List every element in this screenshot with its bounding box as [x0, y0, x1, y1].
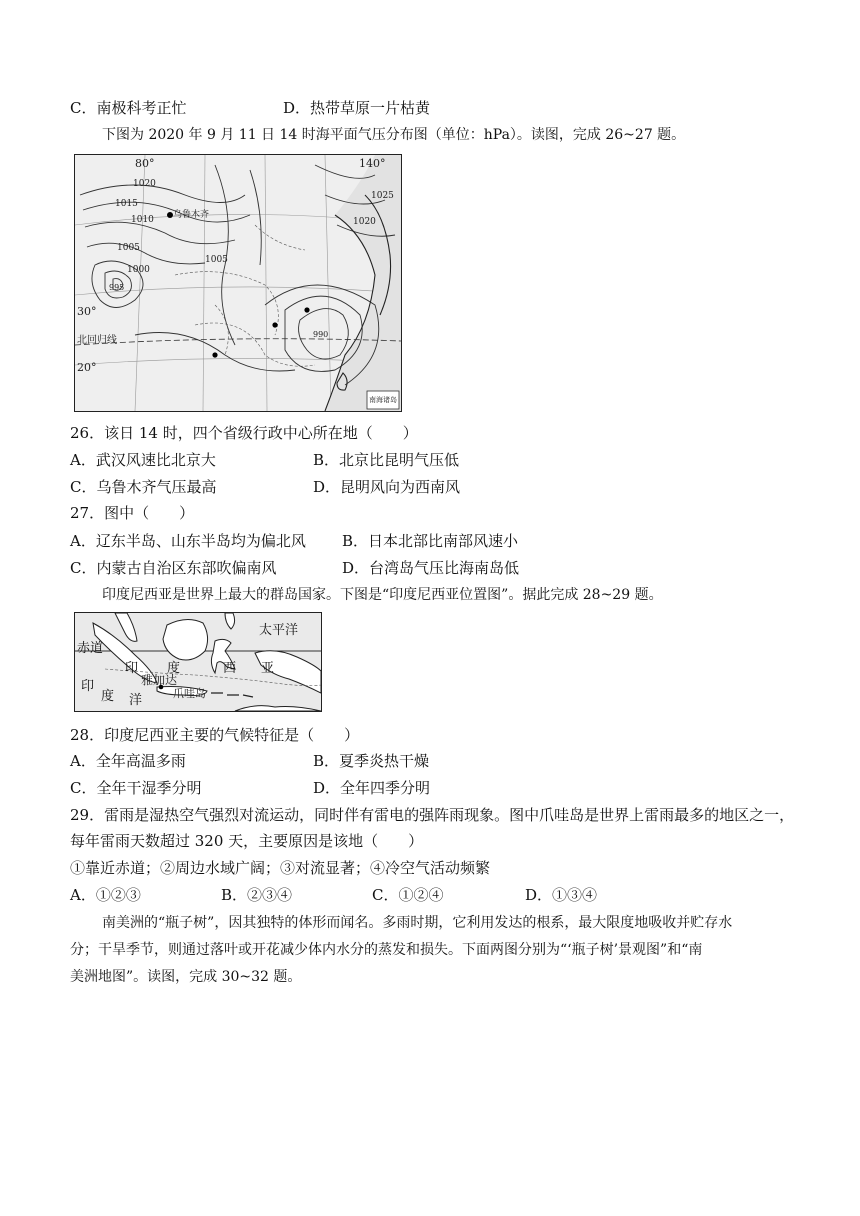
q28-option-d[interactable]: D．全年四季分明	[313, 779, 431, 797]
lon-140-label: 140°	[359, 157, 386, 170]
isobar-1005: 1005	[117, 243, 140, 253]
intro-30-32-line1: 南美洲的“瓶子树”，因其独特的体形而闻名。多雨时期，它利用发达的根系，最大限度地吸收并贮存水	[102, 915, 733, 931]
indonesia-map	[74, 612, 322, 712]
q29-option-b[interactable]: B．②③④	[221, 886, 293, 904]
q28-stem: 28．印度尼西亚主要的气候特征是（ ）	[70, 726, 360, 744]
q28-option-a[interactable]: A．全年高温多雨	[70, 752, 186, 770]
indian-ocean-char-1: 印	[81, 679, 95, 694]
intro-28-29: 印度尼西亚是世界上最大的群岛国家。下图是“印度尼西亚位置图”。据此完成 28~29 题。	[102, 587, 663, 603]
isobar-1015: 1015	[115, 199, 138, 209]
q27-option-d[interactable]: D．台湾岛气压比海南岛低	[342, 559, 520, 577]
lon-80-label: 80°	[135, 157, 155, 170]
q27-option-c[interactable]: C．内蒙古自治区东部吹偏南风	[70, 559, 277, 577]
indonesia-char-6: 亚	[261, 661, 275, 676]
q29-option-a[interactable]: A．①②③	[70, 886, 141, 904]
q29-stem-line1: 29．雷雨是湿热空气强烈对流运动，同时伴有雷电的强阵雨现象。图中爪哇岛是世界上雷雨最多的地区之一，	[70, 806, 795, 824]
intro-26-27: 下图为 2020 年 9 月 11 日 14 时海平面气压分布图（单位：hPa）。读图，完成 26~27 题。	[102, 127, 686, 143]
pressure-map	[74, 154, 402, 412]
intro-30-32-line3: 美洲地图”。读图，完成 30~32 题。	[70, 969, 302, 985]
q28-option-b[interactable]: B．夏季炎热干燥	[313, 752, 430, 770]
city-urumqi: 乌鲁木齐	[173, 210, 210, 220]
jakarta-label: 雅加达	[141, 673, 178, 687]
q26-stem: 26．该日 14 时，四个省级行政中心所在地（ ）	[70, 424, 418, 442]
q29-option-d[interactable]: D．①③④	[525, 886, 598, 904]
lat-30-label: 30°	[77, 305, 97, 318]
isobar-990: 990	[313, 330, 329, 339]
intro-30-32-line2: 分；干旱季节，则通过落叶或开花减少体内水分的蒸发和损失。下面两图分别为“‘瓶子树’景观图”和“南	[70, 942, 703, 958]
south-sea-islands-label: 南海诸岛	[369, 396, 397, 404]
tropic-label: 北回归线	[77, 335, 117, 346]
q27-option-a[interactable]: A．辽东半岛、山东半岛均为偏北风	[70, 532, 306, 550]
q29-stem-line2: 每年雷雨天数超过 320 天，主要原因是该地（ ）	[70, 832, 424, 850]
option-c-prev: C．南极科考正忙	[70, 99, 187, 117]
isobar-1020: 1020	[133, 179, 156, 189]
isobar-1010: 1010	[131, 215, 154, 225]
q28-option-c[interactable]: C．全年干湿季分明	[70, 779, 202, 797]
equator-label: 赤道	[77, 641, 104, 656]
q26-option-d[interactable]: D．昆明风向为西南风	[313, 478, 461, 496]
indonesia-char-1: 印	[125, 661, 139, 676]
pacific-label: 太平洋	[259, 623, 299, 638]
q27-option-b[interactable]: B．日本北部比南部风速小	[342, 532, 519, 550]
q26-option-a[interactable]: A．武汉风速比北京大	[70, 451, 216, 469]
q26-option-b[interactable]: B．北京比昆明气压低	[313, 451, 460, 469]
q27-stem: 27．图中（ ）	[70, 504, 195, 522]
indonesia-char-2: 度	[167, 661, 181, 676]
java-label: 爪哇岛	[173, 687, 206, 700]
isobar-1000: 1000	[127, 265, 150, 275]
q29-statements: ①靠近赤道；②周边水域广阔；③对流显著；④冷空气活动频繁	[70, 859, 491, 877]
isobar-1025: 1025	[371, 191, 394, 201]
indian-ocean-char-2: 度	[101, 689, 115, 704]
q26-option-c[interactable]: C．乌鲁木齐气压最高	[70, 478, 217, 496]
indian-ocean-char-3: 洋	[129, 693, 143, 708]
isobar-1005-mid: 1005	[205, 255, 228, 265]
lat-20-label: 20°	[77, 361, 97, 374]
option-d-prev: D．热带草原一片枯黄	[283, 99, 431, 117]
q29-option-c[interactable]: C．①②④	[372, 886, 444, 904]
isobar-1020-east: 1020	[353, 217, 376, 227]
isobar-995: 995	[109, 283, 125, 292]
indonesia-char-5: 西	[223, 661, 237, 676]
